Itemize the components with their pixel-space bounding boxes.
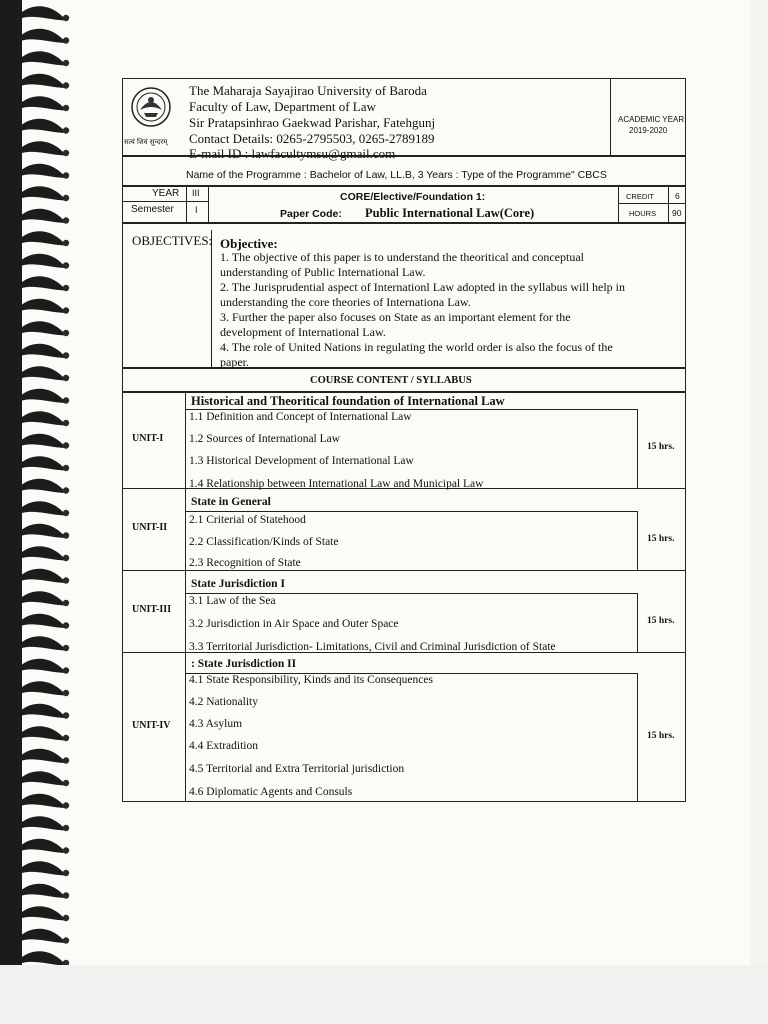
unit-topic: 3.1 Law of the Sea [189,595,276,607]
unit-topic: 3.3 Territorial Jurisdiction- Limitations, Civil and Criminal Jurisdiction of State [189,641,556,653]
paper-title: Public International Law(Core) [365,206,535,220]
academic-year-label: ACADEMIC YEAR: [618,115,687,124]
objective-line: 2. The Jurisprudential aspect of Internationl Law adopted in the syllabus will help in [220,280,626,294]
header-divider [610,78,611,156]
hours-label: HOURS [629,209,657,218]
unit-title: : State Jurisdiction II [191,658,297,670]
unit-hours: 15 hrs. [647,730,675,741]
unit-name: UNIT-III [132,604,172,615]
contact-details: Contact Details: 0265-2795503, 0265-2789189 [189,131,435,146]
spiral-binding [22,0,80,965]
objective-line: 4. The role of United Nations in regulating the world order is also the focus of the [220,340,613,354]
unit-title: State in General [191,496,271,508]
objective-line: understanding the core theories of Internationa Law. [220,295,471,309]
unit-topic: 4.1 State Responsibility, Kinds and its Consequences [189,674,433,686]
objective-line: 3. Further the paper also focuses on State as an important element for the [220,310,571,324]
university-name: The Maharaja Sayajirao University of Baroda [189,83,427,98]
unit-name: UNIT-I [132,433,164,444]
email-id: E-mail ID : lawfacultymsu@gmail.com [189,146,396,161]
unit-topic: 4.2 Nationality [189,696,258,708]
semester-value: I [195,205,198,215]
address: Sir Pratapsinhrao Gaekwad Parishar, Fatehgunj [189,115,436,130]
unit-topic: 4.3 Asylum [189,718,243,730]
objective-line: paper. [220,355,249,369]
objectives-heading: Objective: [220,236,278,251]
unit-title: Historical and Theoritical foundation of International Law [191,394,505,408]
unit-topic: 1.3 Historical Development of International Law [189,455,414,467]
page-bottom-margin [0,965,768,1024]
objective-line: development of International Law. [220,325,386,339]
year-label: YEAR [152,188,180,199]
unit-title: State Jurisdiction I [191,578,285,590]
academic-year-value: 2019-2020 [629,126,668,135]
year-value: III [192,188,200,198]
syllabus-heading: COURSE CONTENT / SYLLABUS [310,375,472,386]
logo-motto: सत्यं शिवं सुन्दरम् [124,138,168,146]
course-category: CORE/Elective/Foundation 1: [340,191,486,203]
faculty-name: Faculty of Law, Department of Law [189,99,376,114]
objective-line: 1. The objective of this paper is to understand the theoritical and conceptual [220,250,584,264]
unit-hours: 15 hrs. [647,441,675,452]
semester-label: Semester [131,204,174,215]
paper-code-label: Paper Code: [280,208,342,220]
unit-topic: 4.5 Territorial and Extra Territorial jurisdiction [189,763,405,775]
unit-topic: 1.2 Sources of International Law [189,433,341,445]
unit-topic: 1.1 Definition and Concept of International Law [189,411,412,423]
credit-value: 6 [675,191,680,201]
hours-value: 90 [672,208,682,218]
binder-spine [0,0,22,965]
unit-topic: 1.4 Relationship between International Law and Municipal Law [189,478,484,490]
unit-topic: 3.2 Jurisdiction in Air Space and Outer Space [189,618,399,630]
credit-label: CREDIT [626,192,654,201]
university-logo [126,86,176,136]
unit-topic: 4.4 Extradition [189,740,258,752]
unit-hours: 15 hrs. [647,533,675,544]
unit-topic: 4.6 Diplomatic Agents and Consuls [189,786,353,798]
objectives-label: OBJECTIVES: [132,233,213,248]
unit-name: UNIT-II [132,522,168,533]
unit-hours: 15 hrs. [647,615,675,626]
unit-name: UNIT-IV [132,720,171,731]
unit-topic: 2.2 Classification/Kinds of State [189,536,339,548]
objective-line: understanding of Public International Law. [220,265,426,279]
unit-topic: 2.3 Recognition of State [189,557,301,569]
programme-name: Name of the Programme : Bachelor of Law, LL.B, 3 Years : Type of the Programme" CBCS [186,169,607,181]
unit-topic: 2.1 Criterial of Statehood [189,514,306,526]
